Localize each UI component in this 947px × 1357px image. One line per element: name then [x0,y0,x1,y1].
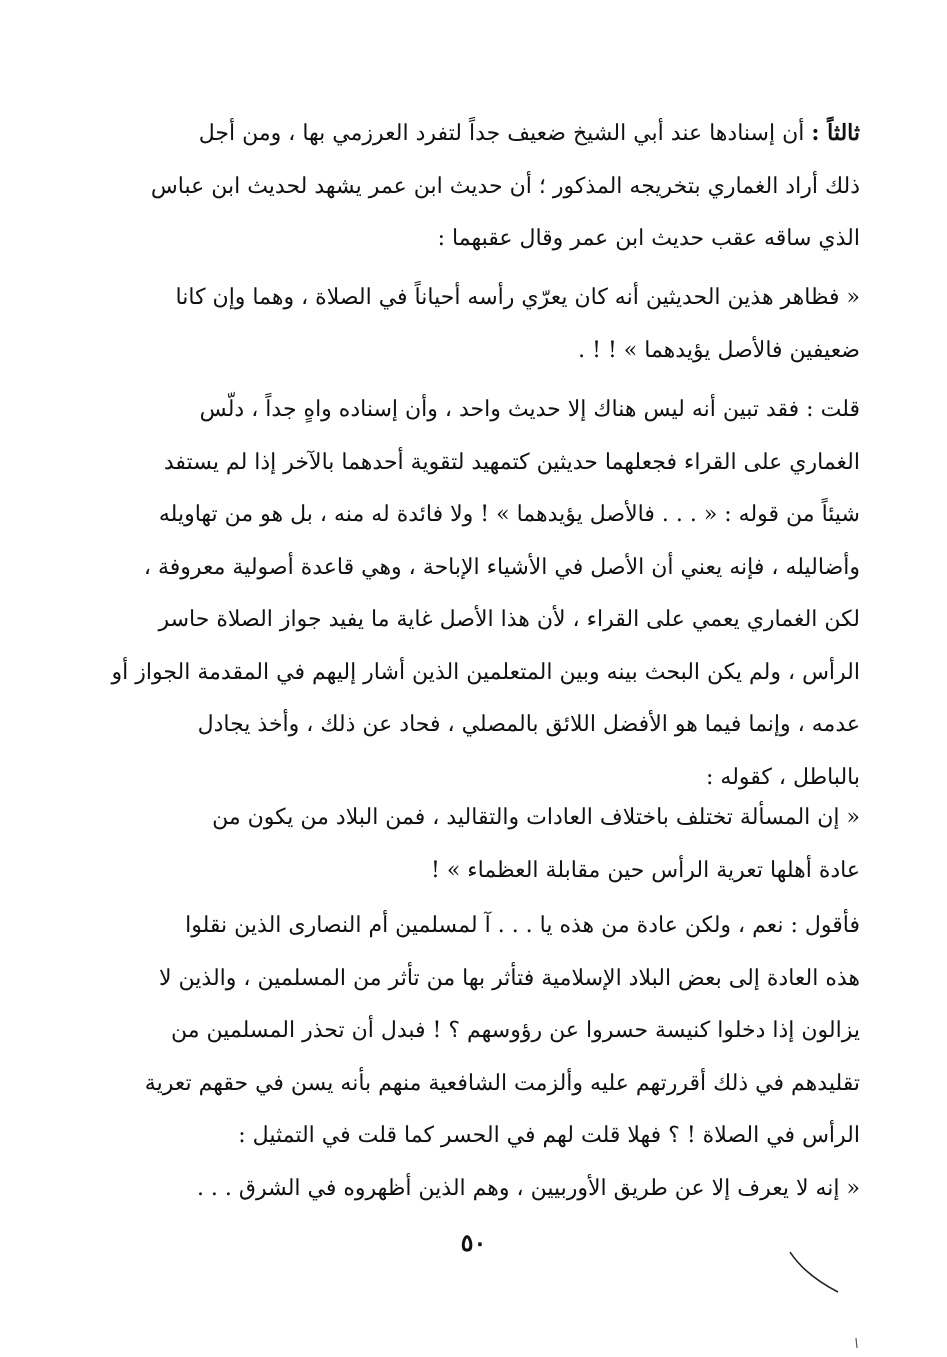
text-line: الغماري على القراء فجعلهما حديثين كتمهيد لتقوية أحدهما بالآخر إذا لم يستفد [163,449,860,475]
pen-stroke [790,1252,838,1292]
text-line: يزالون إذا دخلوا كنيسة حسروا عن رؤوسهم ؟ ! فبدل أن تحذر المسلمين من [171,1018,860,1043]
paragraph-lead: ثالثاً : [811,120,860,146]
text-line: هذه العادة إلى بعض البلاد الإسلامية فتأثر بها من تأثر من المسلمين ، والذين لا [159,965,860,991]
text-line: الرأس ، ولم يكن البحث بينه وبين المتعلمين الذين أشار إليهم في المقدمة الجواز أو [111,659,860,685]
text-line: لكن الغماري يعمي على القراء ، لأن هذا الأصل غاية ما يفيد جواز الصلاة حاسر [158,607,860,632]
text-line: « فظاهر هذين الحديثين أنه كان يعرّي رأسه أحياناً في الصلاة ، وهما وإن كانا [175,285,860,310]
text-line: ذلك أراد الغماري بتخريجه المذكور ؛ أن حديث ابن عمر يشهد لحديث ابن عباس [150,173,860,199]
text-line: ضعيفين فالأصل يؤيدهما » ! ! . [578,337,860,363]
text-line: شيئاً من قوله : « . . . فالأصل يؤيدهما » ! ولا فائدة له منه ، بل هو من تهاويله [158,502,860,527]
text-line: عادة أهلها تعرية الرأس حين مقابلة العظماء » ! [431,857,860,883]
speck-mark [856,1338,857,1348]
text-line: وأضاليله ، فإنه يعني أن الأصل في الأشياء الإباحة ، وهي قاعدة أصولية معروفة ، [143,554,860,580]
line-text: أن إسنادها عند أبي الشيخ ضعيف جداً لتفرد العرزمي بها ، ومن أجل [198,121,805,146]
text-line: عدمه ، وإنما فيما هو الأفضل اللائق بالمصلي ، فحاد عن ذلك ، وأخذ يجادل [197,712,860,737]
text-line: فأقول : نعم ، ولكن عادة من هذه يا . . . آ لمسلمين أم النصارى الذين نقلوا [185,913,860,938]
text-line: « إن المسألة تختلف باختلاف العادات والتقاليد ، فمن البلاد من يكون من [212,805,860,830]
text-line: بالباطل ، كقوله : [706,764,860,790]
page-number: ٥٠ [460,1228,487,1257]
text-line: الرأس في الصلاة ! ؟ فهلا قلت لهم في الحسر كما قلت في التمثيل : [238,1123,860,1148]
text-line: تقليدهم في ذلك أقررتهم عليه وألزمت الشافعية منهم بأنه يسن في حقهم تعرية [144,1070,860,1096]
text-line: الذي ساقه عقب حديث ابن عمر وقال عقبهما : [437,226,860,251]
text-line: قلت : فقد تبين أنه ليس هناك إلا حديث واحد ، وأن إسناده واهٍ جداً ، دلّس [199,397,860,422]
text-line: « إنه لا يعرف إلا عن طريق الأوربيين ، وهم الذين أظهروه في الشرق . . . [196,1176,860,1201]
